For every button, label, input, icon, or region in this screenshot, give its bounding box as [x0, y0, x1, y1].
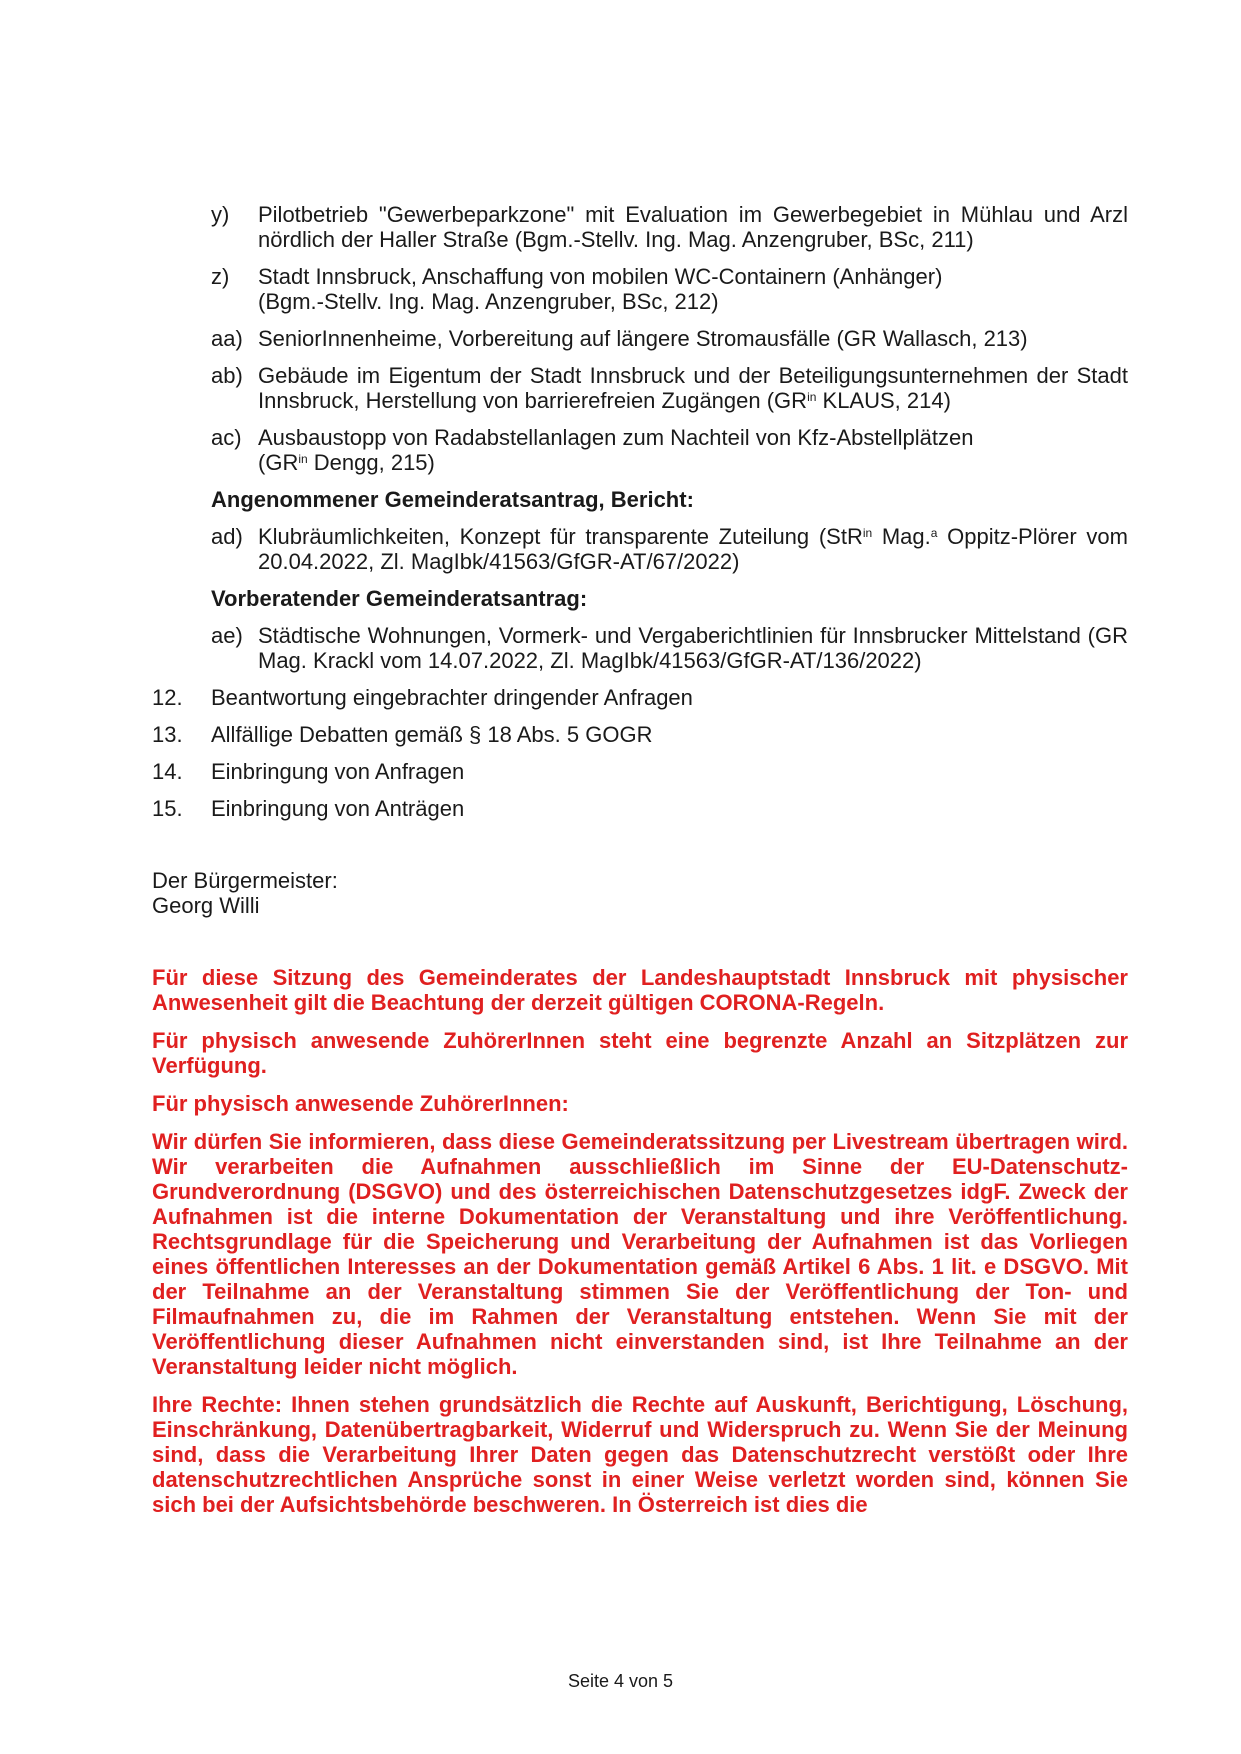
agenda-item-13 [152, 722, 1128, 747]
page-number: Seite 4 von 5 [567, 1671, 674, 1691]
subitem-text: SeniorInnenheime, Vorbereitung auf längere Stromausfälle (GR Wallasch, 213) [258, 326, 1028, 351]
subitem-label: aa) [211, 326, 243, 351]
signature-name: Georg Willi [152, 893, 260, 918]
agenda-subitem-z [152, 264, 1128, 314]
notice-heading: Für physisch anwesende ZuhörerInnen: [152, 1091, 569, 1116]
agenda-subitem-ae [152, 623, 1128, 673]
item-number: 14. [152, 759, 183, 784]
agenda-subitem-y [152, 202, 1128, 252]
subitem-label: z) [211, 264, 230, 289]
agenda-subitem-aa [152, 326, 1128, 351]
subitem-text: Stadt Innsbruck, Anschaffung von mobilen WC-Containern (Anhänger) (Bgm.-Stellv. Ing. Mag. Anzengruber, BSc, 212) [258, 264, 943, 314]
item-text: Allfällige Debatten gemäß § 18 Abs. 5 GOGR [211, 722, 653, 747]
item-text: Einbringung von Anträgen [211, 796, 465, 821]
notice-corona: Für diese Sitzung des Gemeinderates der Landeshauptstadt Innsbruck mit physischer Anwesenheit gilt die Beachtung der derzeit gültigen CORONA-Regeln. [152, 965, 1128, 1015]
subitem-label: ad) [211, 524, 243, 549]
agenda-subitem-ad [152, 524, 1128, 574]
item-number: 12. [152, 685, 183, 710]
privacy-notice [152, 965, 1128, 1517]
subitem-label: y) [211, 202, 230, 227]
section-heading-preparatory: Vorberatender Gemeinderatsantrag: [211, 586, 588, 611]
section-heading-accepted: Angenommener Gemeinderatsantrag, Bericht: [211, 487, 694, 512]
subitem-label: ab) [211, 363, 243, 388]
agenda-subitem-ab [152, 363, 1128, 413]
subitem-text: Ausbaustopp von Radabstellanlagen zum Nachteil von Kfz-Abstellplätzen ($GR^{in}$ Dengg, 215) [258, 425, 974, 475]
signature-role: Der Bürgermeister: [152, 868, 338, 893]
agenda-content [152, 202, 1128, 1530]
notice-seating: Für physisch anwesende ZuhörerInnen steht eine begrenzte Anzahl an Sitzplätzen zur Verfügung. [152, 1028, 1128, 1078]
subitem-label: ac) [211, 425, 242, 450]
subitem-text: Pilotbetrieb "Gewerbeparkzone" mit Evaluation im Gewerbegebiet in Mühlau und Arzl nördlich der Haller Straße (Bgm.-Stellv. Ing. Mag. Anzengruber, BSc, 211) [258, 202, 1128, 252]
subitem-text: Gebäude im Eigentum der Stadt Innsbruck und der Beteiligungsunternehmen der Stadt Innsbruck, Herstellung von barrierefreien Zugängen ($GR^{in}$ KLAUS, 214) [258, 363, 1128, 413]
notice-rights: Ihre Rechte: Ihnen stehen grundsätzlich die Rechte auf Auskunft, Berichtigung, Löschung, Einschränkung, Datenübertragbarkeit, Widerruf und Widerspruch zu. Wenn Sie der Meinung sind, dass die Verarbeitung Ihrer Daten gegen das Datenschutzrecht verstößt oder Ihre datenschutzrechtlichen Ansprüche sonst in einer Weise verletzt worden sind, können Sie sich bei der Aufsichtsbehörde beschweren. In Österreich ist dies die [152, 1392, 1128, 1517]
subitem-text: Städtische Wohnungen, Vormerk- und Vergaberichtlinien für Innsbrucker Mittelstand (GR Mag. Krackl vom 14.07.2022, Zl. MagIbk/41563/GfGR-AT/136/2022) [258, 623, 1128, 673]
agenda-item-14 [152, 759, 1128, 784]
item-text: Beantwortung eingebrachter dringender Anfragen [211, 685, 693, 710]
agenda-item-15 [152, 796, 1128, 821]
notice-livestream: Wir dürfen Sie informieren, dass diese Gemeinderatssitzung per Livestream übertragen wird. Wir verarbeiten die Aufnahmen ausschließlich im Sinne der EU-Datenschutz-Grundverordnung (DSGVO) und des österreichischen Datenschutzgesetzes idgF. Zweck der Aufnahmen ist die interne Dokumentation der Veranstaltung und ihre Veröffentlichung. Rechtsgrundlage für die Speicherung und Verarbeitung der Aufnahmen ist das Vorliegen eines öffentlichen Interesses an der Dokumentation gemäß Artikel 6 Abs. 1 lit. e DSGVO. Mit der Teilnahme an der Veranstaltung stimmen Sie der Veröffentlichung der Ton- und Filmaufnahmen zu, die im Rahmen der Veranstaltung entstehen. Wenn Sie mit der Veröffentlichung dieser Aufnahmen nicht einverstanden sind, ist Ihre Teilnahme an der Veranstaltung leider nicht möglich. [152, 1129, 1128, 1379]
agenda-item-12 [152, 685, 1128, 710]
item-number: 13. [152, 722, 183, 747]
item-number: 15. [152, 796, 183, 821]
item-text: Einbringung von Anfragen [211, 759, 465, 784]
subitem-text: Klubräumlichkeiten, Konzept für transparente Zuteilung (StR$^{in}$ Mag.$^a$ Oppitz-Plörer vom 20.04.2022, Zl. MagIbk/41563/GfGR-AT/67/2022) [258, 524, 1128, 574]
agenda-subitem-ac [152, 425, 1128, 475]
signature-block [152, 868, 1128, 918]
subitem-label: ae) [211, 623, 243, 648]
